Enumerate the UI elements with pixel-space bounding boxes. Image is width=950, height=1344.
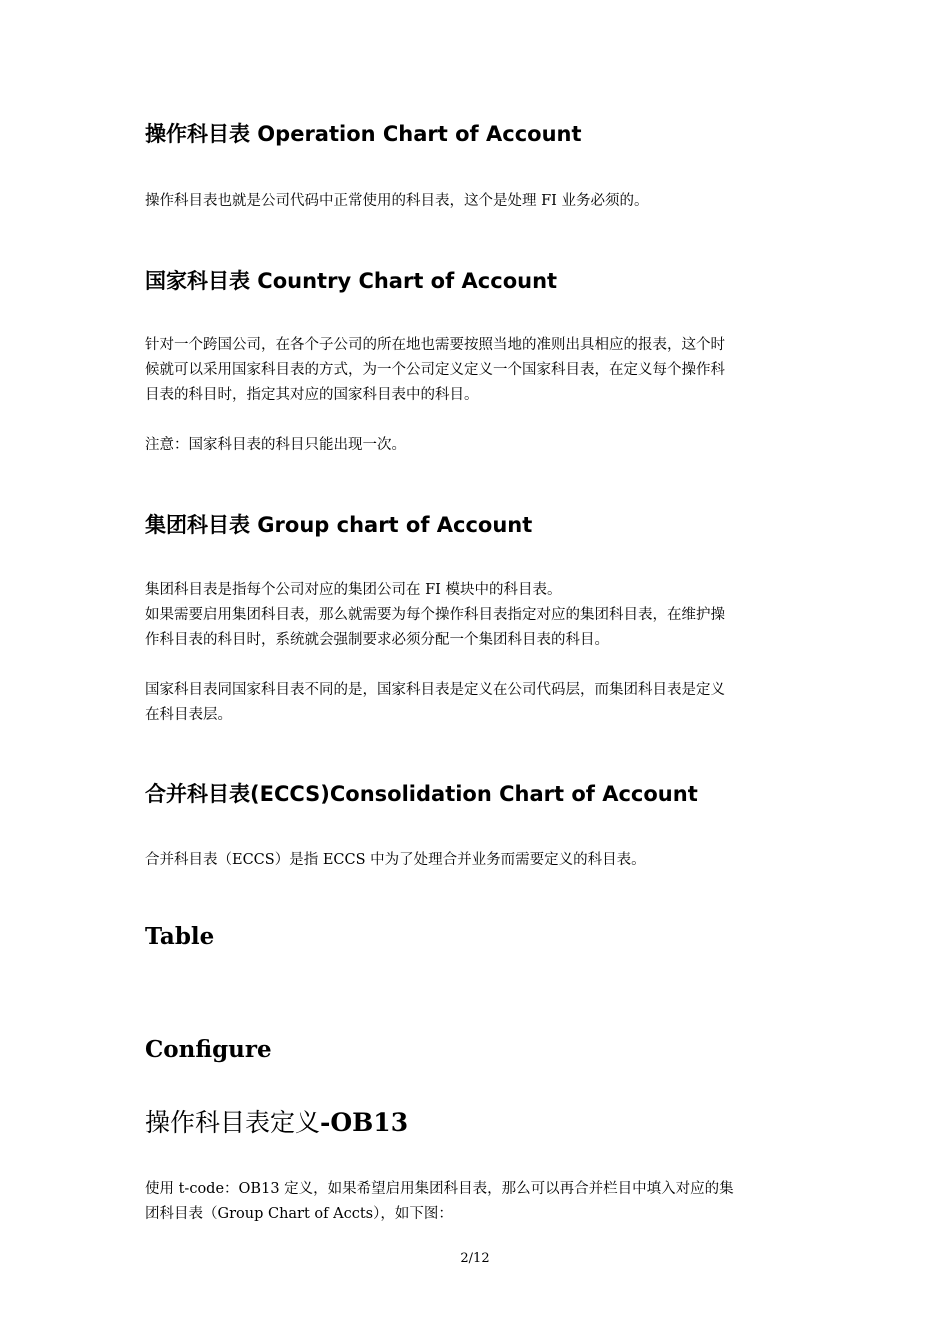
heading-group-chart: 集团科目表 Group chart of Account — [145, 513, 533, 537]
heading-ob13-code: -OB13 — [320, 1108, 409, 1137]
page-number: 2/12 — [460, 1251, 490, 1266]
heading-configure: Configure — [145, 1036, 272, 1063]
text-line: 候就可以采用国家科目表的方式，为一个公司定义定义一个国家科目表，在定义每个操作科 — [145, 362, 725, 378]
heading-country-chart: 国家科目表 Country Chart of Account — [145, 269, 558, 293]
heading-ob13-title: 操作科目表定义 — [145, 1108, 321, 1137]
paragraph-country-chart — [145, 333, 810, 408]
text-line: 使用 t-code：OB13 定义，如果希望启用集团科目表，那么可以再合并栏目中填入对应的集 — [145, 1181, 734, 1197]
note-country-chart — [145, 433, 810, 458]
paragraph-consolidation-chart — [145, 848, 810, 873]
text-line: 操作科目表也就是公司代码中正常使用的科目表，这个是处理 FI 业务必须的。 — [145, 193, 649, 209]
text-line: 注意：国家科目表的科目只能出现一次。 — [145, 437, 406, 453]
text-line: 合并科目表（ECCS）是指 ECCS 中为了处理合并业务而需要定义的科目表。 — [145, 852, 646, 868]
text-line: 集团科目表是指每个公司对应的集团公司在 FI 模块中的科目表。 — [145, 582, 562, 598]
text-line: 团科目表（Group Chart of Accts），如下图： — [145, 1206, 453, 1222]
paragraph-ob13 — [145, 1177, 810, 1227]
text-line: 作科目表的科目时，系统就会强制要求必须分配一个集团科目表的科目。 — [145, 632, 609, 648]
heading-ob13 — [145, 1106, 810, 1140]
heading-table: Table — [145, 923, 215, 950]
text-line: 在科目表层。 — [145, 707, 232, 723]
paragraph-group-chart-compare — [145, 678, 810, 728]
heading-operation-chart: 操作科目表 Operation Chart of Account — [145, 122, 582, 146]
text-line: 国家科目表同国家科目表不同的是，国家科目表是定义在公司代码层，而集团科目表是定义 — [145, 682, 725, 698]
text-line: 目表的科目时，指定其对应的国家科目表中的科目。 — [145, 387, 479, 403]
text-line: 针对一个跨国公司，在各个子公司的所在地也需要按照当地的准则出具相应的报表，这个时 — [145, 337, 725, 353]
heading-consolidation-chart: 合并科目表(ECCS)Consolidation Chart of Account — [145, 782, 698, 806]
paragraph-group-chart — [145, 578, 810, 653]
text-line: 如果需要启用集团科目表，那么就需要为每个操作科目表指定对应的集团科目表，在维护操 — [145, 607, 725, 623]
paragraph-operation-chart — [145, 189, 810, 214]
